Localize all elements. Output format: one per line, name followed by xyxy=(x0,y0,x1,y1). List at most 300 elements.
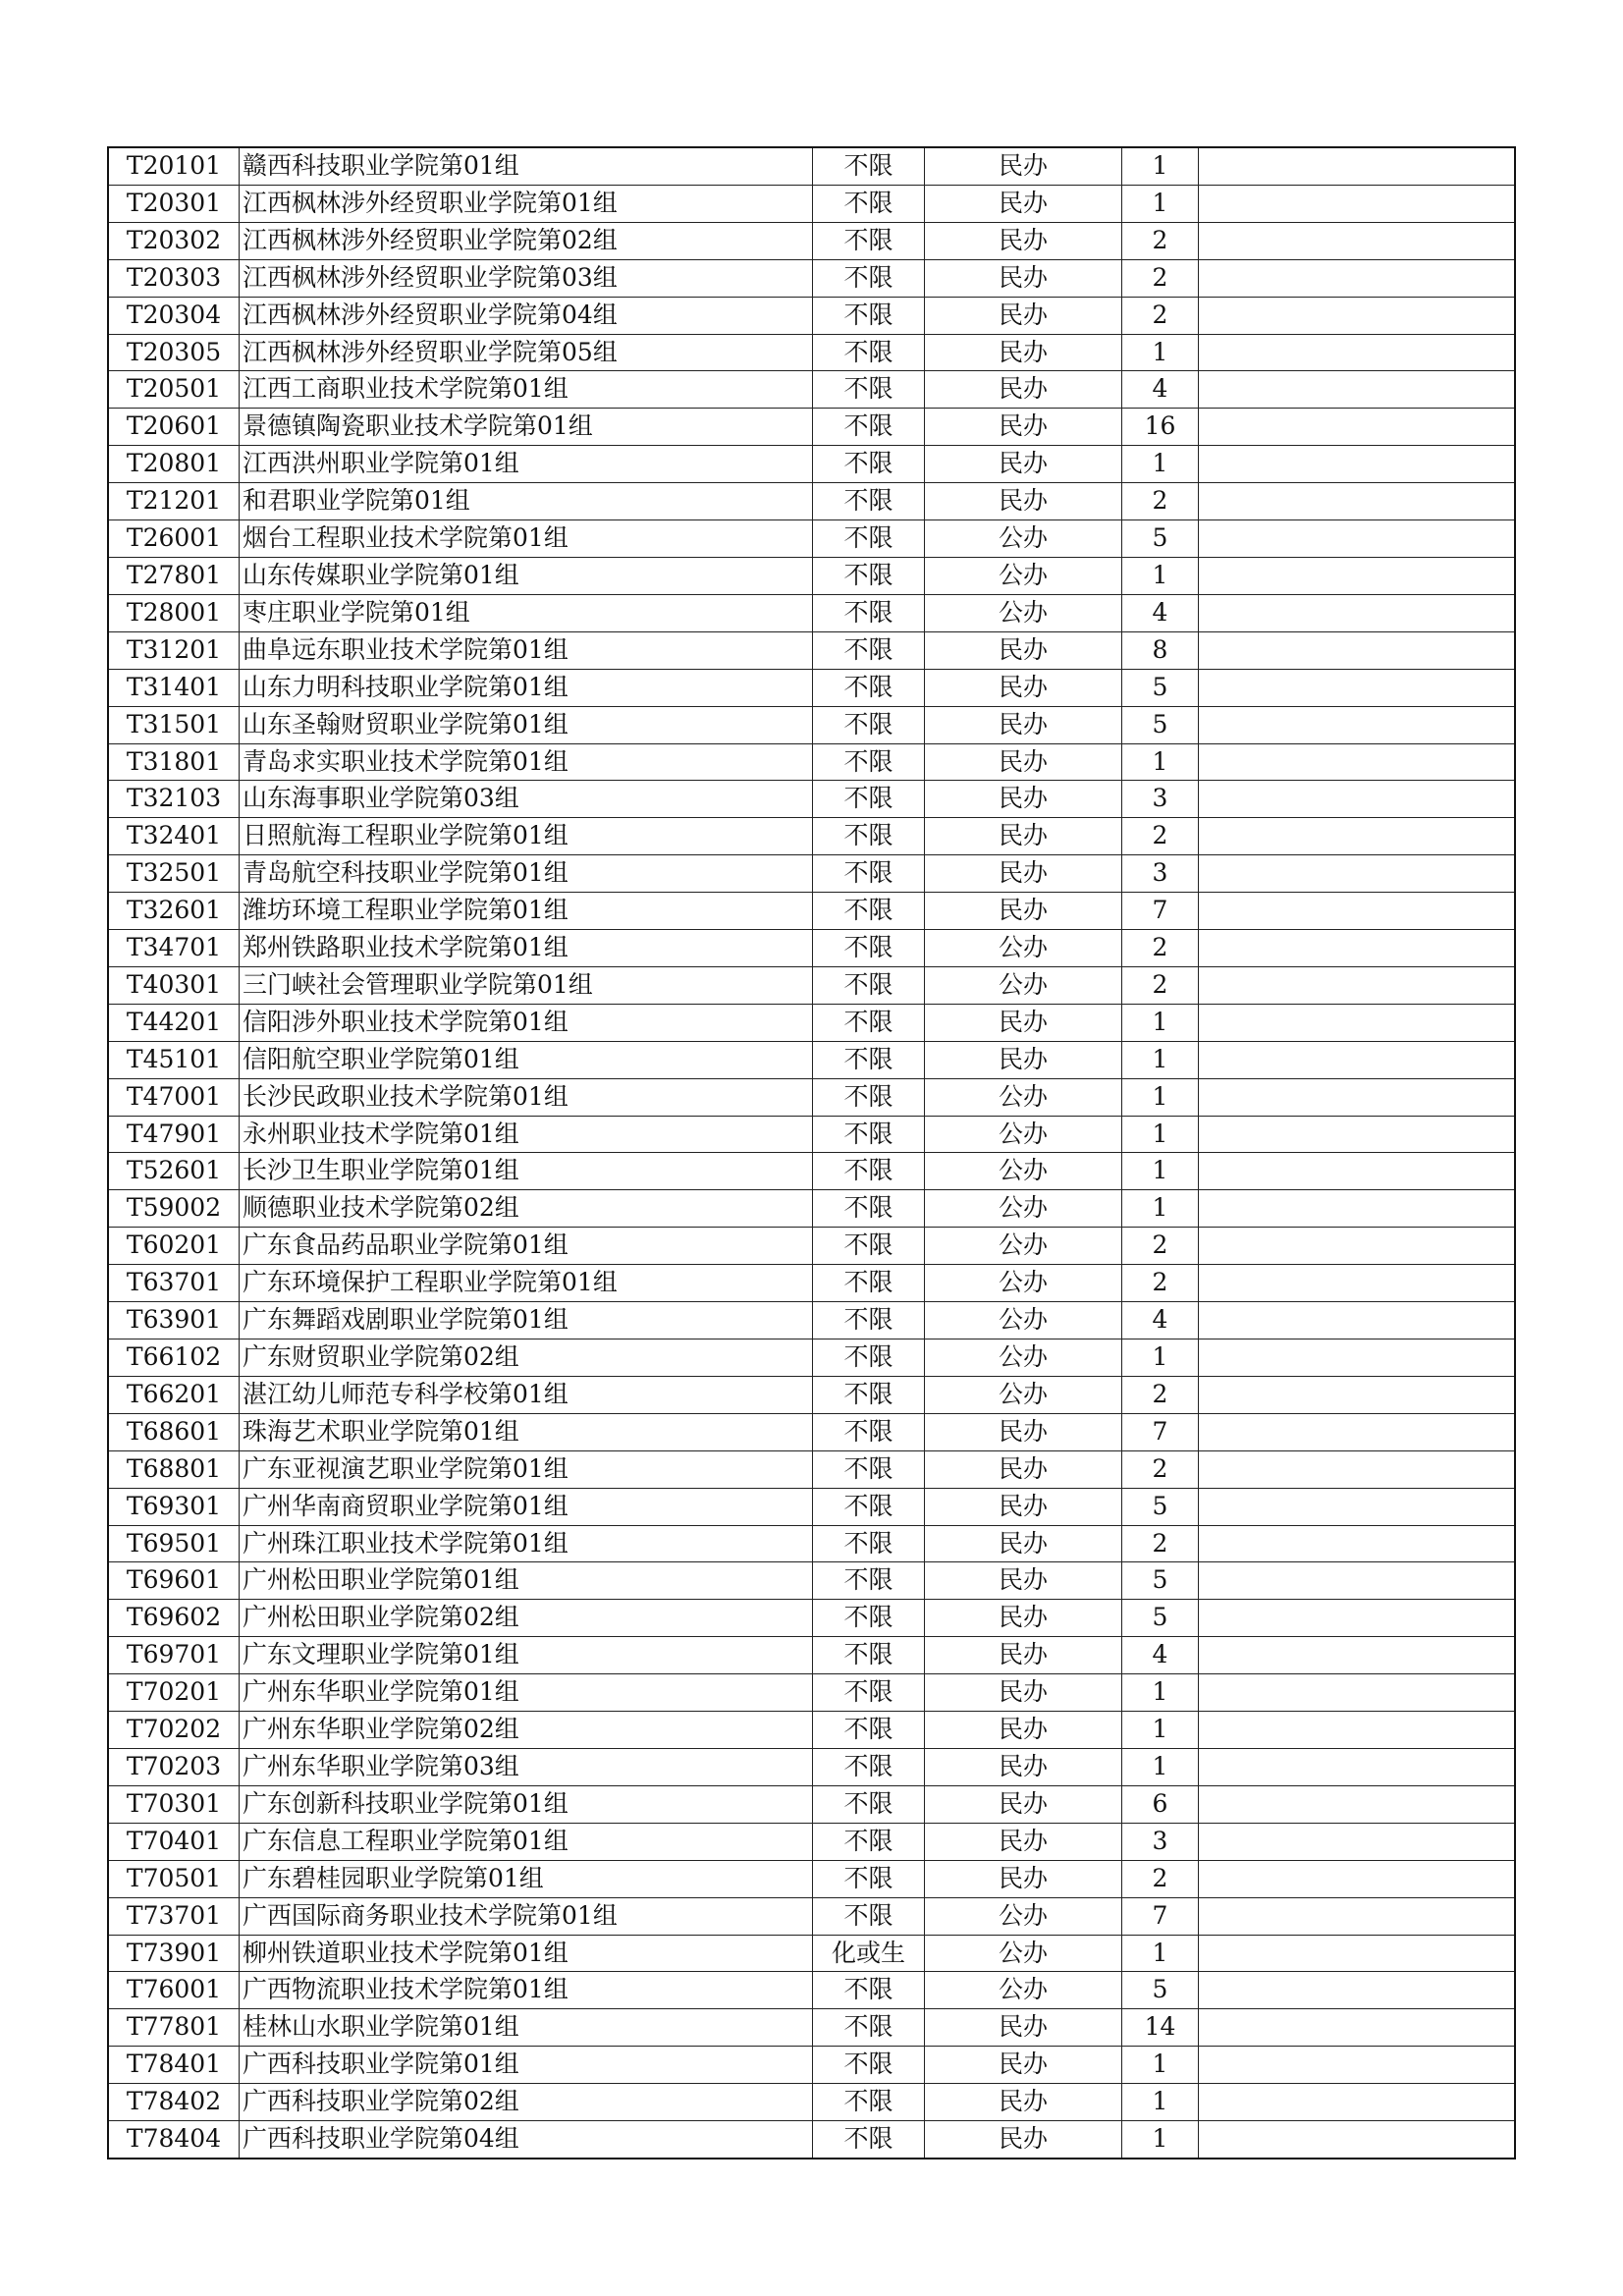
plan-count-cell: 2 xyxy=(1122,483,1199,520)
school-group-name-cell: 江西枫林涉外经贸职业学院第04组 xyxy=(240,297,813,334)
note-cell xyxy=(1199,259,1516,297)
school-type-cell: 民办 xyxy=(925,409,1122,446)
note-cell xyxy=(1199,594,1516,631)
table-row xyxy=(108,2047,1515,2084)
plan-count-cell: 2 xyxy=(1122,1860,1199,1897)
note-cell xyxy=(1199,1450,1516,1488)
table-row xyxy=(108,669,1515,706)
group-code-cell: T20601 xyxy=(108,409,240,446)
table-row xyxy=(108,1004,1515,1041)
school-type-cell: 公办 xyxy=(925,594,1122,631)
note-cell xyxy=(1199,1190,1516,1228)
note-cell xyxy=(1199,409,1516,446)
note-cell xyxy=(1199,1748,1516,1785)
school-type-cell: 民办 xyxy=(925,893,1122,930)
group-code-cell: T21201 xyxy=(108,483,240,520)
table-row xyxy=(108,930,1515,967)
school-type-cell: 民办 xyxy=(925,222,1122,259)
school-group-name-cell: 广州珠江职业技术学院第01组 xyxy=(240,1525,813,1562)
table-row xyxy=(108,1785,1515,1823)
plan-count-cell: 3 xyxy=(1122,855,1199,893)
plan-count-cell: 7 xyxy=(1122,1413,1199,1450)
school-type-cell: 民办 xyxy=(925,297,1122,334)
school-type-cell: 民办 xyxy=(925,259,1122,297)
table-row xyxy=(108,185,1515,222)
note-cell xyxy=(1199,446,1516,483)
table-row xyxy=(108,1116,1515,1153)
subject-requirement-cell: 不限 xyxy=(813,1153,925,1190)
group-code-cell: T26001 xyxy=(108,520,240,558)
school-type-cell: 公办 xyxy=(925,1935,1122,1972)
plan-count-cell: 4 xyxy=(1122,1302,1199,1339)
plan-count-cell: 5 xyxy=(1122,1488,1199,1525)
school-type-cell: 民办 xyxy=(925,2084,1122,2121)
subject-requirement-cell: 不限 xyxy=(813,520,925,558)
note-cell xyxy=(1199,855,1516,893)
group-code-cell: T73901 xyxy=(108,1935,240,1972)
plan-count-cell: 7 xyxy=(1122,893,1199,930)
school-group-name-cell: 江西枫林涉外经贸职业学院第05组 xyxy=(240,334,813,371)
school-type-cell: 公办 xyxy=(925,557,1122,594)
plan-count-cell: 6 xyxy=(1122,1785,1199,1823)
school-group-name-cell: 青岛航空科技职业学院第01组 xyxy=(240,855,813,893)
school-type-cell: 公办 xyxy=(925,1376,1122,1413)
table-row xyxy=(108,297,1515,334)
group-code-cell: T69501 xyxy=(108,1525,240,1562)
school-group-name-cell: 珠海艺术职业学院第01组 xyxy=(240,1413,813,1450)
plan-count-cell: 1 xyxy=(1122,1041,1199,1078)
group-code-cell: T20801 xyxy=(108,446,240,483)
school-group-name-cell: 湛江幼儿师范专科学校第01组 xyxy=(240,1376,813,1413)
table-row xyxy=(108,631,1515,669)
group-code-cell: T31401 xyxy=(108,669,240,706)
group-code-cell: T69701 xyxy=(108,1637,240,1674)
subject-requirement-cell: 不限 xyxy=(813,409,925,446)
plan-count-cell: 2 xyxy=(1122,1525,1199,1562)
plan-count-cell: 2 xyxy=(1122,1376,1199,1413)
plan-count-cell: 2 xyxy=(1122,930,1199,967)
subject-requirement-cell: 不限 xyxy=(813,594,925,631)
school-group-name-cell: 山东传媒职业学院第01组 xyxy=(240,557,813,594)
note-cell xyxy=(1199,781,1516,818)
table-row xyxy=(108,1562,1515,1600)
note-cell xyxy=(1199,1265,1516,1302)
school-group-name-cell: 潍坊环境工程职业学院第01组 xyxy=(240,893,813,930)
subject-requirement-cell: 不限 xyxy=(813,2084,925,2121)
school-type-cell: 民办 xyxy=(925,2009,1122,2047)
school-group-name-cell: 信阳涉外职业技术学院第01组 xyxy=(240,1004,813,1041)
note-cell xyxy=(1199,1712,1516,1749)
note-cell xyxy=(1199,930,1516,967)
note-cell xyxy=(1199,1041,1516,1078)
subject-requirement-cell: 不限 xyxy=(813,1712,925,1749)
school-type-cell: 民办 xyxy=(925,1823,1122,1860)
group-code-cell: T45101 xyxy=(108,1041,240,1078)
subject-requirement-cell: 不限 xyxy=(813,1376,925,1413)
school-type-cell: 民办 xyxy=(925,1525,1122,1562)
group-code-cell: T20303 xyxy=(108,259,240,297)
plan-count-cell: 5 xyxy=(1122,1600,1199,1637)
table-row xyxy=(108,1302,1515,1339)
school-group-name-cell: 青岛求实职业技术学院第01组 xyxy=(240,743,813,781)
school-group-name-cell: 广东碧桂园职业学院第01组 xyxy=(240,1860,813,1897)
table-row xyxy=(108,1413,1515,1450)
subject-requirement-cell: 化或生 xyxy=(813,1935,925,1972)
note-cell xyxy=(1199,1674,1516,1712)
plan-count-cell: 1 xyxy=(1122,2047,1199,2084)
note-cell xyxy=(1199,2084,1516,2121)
table-row xyxy=(108,557,1515,594)
group-code-cell: T20101 xyxy=(108,147,240,185)
table-row xyxy=(108,2084,1515,2121)
school-type-cell: 民办 xyxy=(925,631,1122,669)
school-group-name-cell: 广州松田职业学院第01组 xyxy=(240,1562,813,1600)
group-code-cell: T32601 xyxy=(108,893,240,930)
subject-requirement-cell: 不限 xyxy=(813,2009,925,2047)
subject-requirement-cell: 不限 xyxy=(813,781,925,818)
plan-count-cell: 1 xyxy=(1122,185,1199,222)
table-row xyxy=(108,1376,1515,1413)
plan-count-cell: 1 xyxy=(1122,147,1199,185)
school-group-name-cell: 长沙卫生职业学院第01组 xyxy=(240,1153,813,1190)
plan-count-cell: 2 xyxy=(1122,966,1199,1004)
note-cell xyxy=(1199,1228,1516,1265)
school-type-cell: 民办 xyxy=(925,1748,1122,1785)
table-row xyxy=(108,1823,1515,1860)
plan-count-cell: 4 xyxy=(1122,1637,1199,1674)
school-type-cell: 民办 xyxy=(925,185,1122,222)
school-type-cell: 公办 xyxy=(925,1897,1122,1935)
note-cell xyxy=(1199,1637,1516,1674)
subject-requirement-cell: 不限 xyxy=(813,2121,925,2159)
table-row xyxy=(108,446,1515,483)
note-cell xyxy=(1199,2047,1516,2084)
subject-requirement-cell: 不限 xyxy=(813,1116,925,1153)
table-row xyxy=(108,781,1515,818)
note-cell xyxy=(1199,1302,1516,1339)
table-row xyxy=(108,743,1515,781)
school-group-name-cell: 广西科技职业学院第02组 xyxy=(240,2084,813,2121)
table-body xyxy=(108,147,1515,2159)
plan-count-cell: 2 xyxy=(1122,1450,1199,1488)
school-group-name-cell: 江西洪州职业学院第01组 xyxy=(240,446,813,483)
group-code-cell: T76001 xyxy=(108,1972,240,2009)
group-code-cell: T20304 xyxy=(108,297,240,334)
group-code-cell: T68801 xyxy=(108,1450,240,1488)
table-row xyxy=(108,520,1515,558)
subject-requirement-cell: 不限 xyxy=(813,297,925,334)
note-cell xyxy=(1199,557,1516,594)
school-type-cell: 民办 xyxy=(925,147,1122,185)
note-cell xyxy=(1199,2009,1516,2047)
school-group-name-cell: 郑州铁路职业技术学院第01组 xyxy=(240,930,813,967)
school-type-cell: 民办 xyxy=(925,1488,1122,1525)
note-cell xyxy=(1199,1860,1516,1897)
school-group-name-cell: 江西枫林涉外经贸职业学院第01组 xyxy=(240,185,813,222)
plan-count-cell: 5 xyxy=(1122,1972,1199,2009)
note-cell xyxy=(1199,297,1516,334)
note-cell xyxy=(1199,966,1516,1004)
note-cell xyxy=(1199,1116,1516,1153)
plan-count-cell: 5 xyxy=(1122,706,1199,743)
note-cell xyxy=(1199,1153,1516,1190)
subject-requirement-cell: 不限 xyxy=(813,557,925,594)
school-type-cell: 民办 xyxy=(925,483,1122,520)
table-row xyxy=(108,1897,1515,1935)
note-cell xyxy=(1199,334,1516,371)
note-cell xyxy=(1199,743,1516,781)
subject-requirement-cell: 不限 xyxy=(813,855,925,893)
note-cell xyxy=(1199,1078,1516,1116)
school-type-cell: 民办 xyxy=(925,855,1122,893)
school-group-name-cell: 曲阜远东职业技术学院第01组 xyxy=(240,631,813,669)
school-group-name-cell: 山东圣翰财贸职业学院第01组 xyxy=(240,706,813,743)
school-type-cell: 民办 xyxy=(925,1674,1122,1712)
table-row xyxy=(108,1190,1515,1228)
subject-requirement-cell: 不限 xyxy=(813,631,925,669)
subject-requirement-cell: 不限 xyxy=(813,1004,925,1041)
school-group-name-cell: 广州松田职业学院第02组 xyxy=(240,1600,813,1637)
group-code-cell: T68601 xyxy=(108,1413,240,1450)
school-group-name-cell: 信阳航空职业学院第01组 xyxy=(240,1041,813,1078)
plan-count-cell: 2 xyxy=(1122,222,1199,259)
plan-count-cell: 1 xyxy=(1122,334,1199,371)
note-cell xyxy=(1199,1376,1516,1413)
subject-requirement-cell: 不限 xyxy=(813,1897,925,1935)
school-group-name-cell: 顺德职业技术学院第02组 xyxy=(240,1190,813,1228)
table-row xyxy=(108,706,1515,743)
school-type-cell: 民办 xyxy=(925,1785,1122,1823)
school-type-cell: 公办 xyxy=(925,966,1122,1004)
plan-count-cell: 3 xyxy=(1122,781,1199,818)
school-type-cell: 公办 xyxy=(925,1972,1122,2009)
group-code-cell: T60201 xyxy=(108,1228,240,1265)
school-group-name-cell: 山东海事职业学院第03组 xyxy=(240,781,813,818)
group-code-cell: T70202 xyxy=(108,1712,240,1749)
table-row xyxy=(108,1972,1515,2009)
group-code-cell: T66201 xyxy=(108,1376,240,1413)
school-group-name-cell: 赣西科技职业学院第01组 xyxy=(240,147,813,185)
subject-requirement-cell: 不限 xyxy=(813,446,925,483)
subject-requirement-cell: 不限 xyxy=(813,2047,925,2084)
school-group-name-cell: 广东创新科技职业学院第01组 xyxy=(240,1785,813,1823)
table-row xyxy=(108,259,1515,297)
note-cell xyxy=(1199,371,1516,409)
school-group-name-cell: 广州东华职业学院第01组 xyxy=(240,1674,813,1712)
group-code-cell: T59002 xyxy=(108,1190,240,1228)
group-code-cell: T63901 xyxy=(108,1302,240,1339)
subject-requirement-cell: 不限 xyxy=(813,1525,925,1562)
school-group-name-cell: 广东环境保护工程职业学院第01组 xyxy=(240,1265,813,1302)
group-code-cell: T70501 xyxy=(108,1860,240,1897)
plan-count-cell: 2 xyxy=(1122,297,1199,334)
subject-requirement-cell: 不限 xyxy=(813,1600,925,1637)
group-code-cell: T32501 xyxy=(108,855,240,893)
school-type-cell: 民办 xyxy=(925,371,1122,409)
school-type-cell: 民办 xyxy=(925,669,1122,706)
table-row xyxy=(108,855,1515,893)
table-row xyxy=(108,818,1515,855)
school-type-cell: 公办 xyxy=(925,1116,1122,1153)
table-row xyxy=(108,1488,1515,1525)
group-code-cell: T78402 xyxy=(108,2084,240,2121)
school-type-cell: 民办 xyxy=(925,1600,1122,1637)
group-code-cell: T77801 xyxy=(108,2009,240,2047)
note-cell xyxy=(1199,1562,1516,1600)
note-cell xyxy=(1199,1935,1516,1972)
plan-count-cell: 2 xyxy=(1122,259,1199,297)
school-group-name-cell: 广州东华职业学院第02组 xyxy=(240,1712,813,1749)
subject-requirement-cell: 不限 xyxy=(813,371,925,409)
school-type-cell: 民办 xyxy=(925,1637,1122,1674)
plan-count-cell: 2 xyxy=(1122,818,1199,855)
table-row xyxy=(108,334,1515,371)
group-code-cell: T20501 xyxy=(108,371,240,409)
group-code-cell: T28001 xyxy=(108,594,240,631)
group-code-cell: T63701 xyxy=(108,1265,240,1302)
table-row xyxy=(108,1339,1515,1377)
plan-count-cell: 1 xyxy=(1122,1190,1199,1228)
plan-count-cell: 1 xyxy=(1122,1712,1199,1749)
table-row xyxy=(108,1637,1515,1674)
group-code-cell: T52601 xyxy=(108,1153,240,1190)
plan-count-cell: 14 xyxy=(1122,2009,1199,2047)
school-group-name-cell: 烟台工程职业技术学院第01组 xyxy=(240,520,813,558)
table-row xyxy=(108,1525,1515,1562)
subject-requirement-cell: 不限 xyxy=(813,669,925,706)
table-row xyxy=(108,1041,1515,1078)
group-code-cell: T73701 xyxy=(108,1897,240,1935)
table-row xyxy=(108,222,1515,259)
school-type-cell: 民办 xyxy=(925,1004,1122,1041)
plan-count-cell: 7 xyxy=(1122,1897,1199,1935)
school-group-name-cell: 广西科技职业学院第01组 xyxy=(240,2047,813,2084)
school-group-name-cell: 广东食品药品职业学院第01组 xyxy=(240,1228,813,1265)
table-row xyxy=(108,1153,1515,1190)
subject-requirement-cell: 不限 xyxy=(813,483,925,520)
note-cell xyxy=(1199,483,1516,520)
school-type-cell: 民办 xyxy=(925,2121,1122,2159)
school-group-name-cell: 广东亚视演艺职业学院第01组 xyxy=(240,1450,813,1488)
subject-requirement-cell: 不限 xyxy=(813,1041,925,1078)
table-row xyxy=(108,371,1515,409)
group-code-cell: T32103 xyxy=(108,781,240,818)
note-cell xyxy=(1199,1600,1516,1637)
school-type-cell: 民办 xyxy=(925,1860,1122,1897)
subject-requirement-cell: 不限 xyxy=(813,259,925,297)
plan-count-cell: 1 xyxy=(1122,2084,1199,2121)
plan-count-cell: 1 xyxy=(1122,1116,1199,1153)
school-group-name-cell: 景德镇陶瓷职业技术学院第01组 xyxy=(240,409,813,446)
table-row xyxy=(108,1674,1515,1712)
plan-count-cell: 1 xyxy=(1122,557,1199,594)
subject-requirement-cell: 不限 xyxy=(813,1637,925,1674)
school-type-cell: 公办 xyxy=(925,1302,1122,1339)
group-code-cell: T31501 xyxy=(108,706,240,743)
school-group-name-cell: 广东文理职业学院第01组 xyxy=(240,1637,813,1674)
subject-requirement-cell: 不限 xyxy=(813,930,925,967)
table-row xyxy=(108,1265,1515,1302)
subject-requirement-cell: 不限 xyxy=(813,185,925,222)
plan-count-cell: 3 xyxy=(1122,1823,1199,1860)
note-cell xyxy=(1199,1413,1516,1450)
table-row xyxy=(108,1228,1515,1265)
group-code-cell: T27801 xyxy=(108,557,240,594)
school-group-name-cell: 山东力明科技职业学院第01组 xyxy=(240,669,813,706)
plan-count-cell: 16 xyxy=(1122,409,1199,446)
subject-requirement-cell: 不限 xyxy=(813,1339,925,1377)
note-cell xyxy=(1199,2121,1516,2159)
plan-count-cell: 1 xyxy=(1122,2121,1199,2159)
group-code-cell: T69602 xyxy=(108,1600,240,1637)
plan-count-cell: 1 xyxy=(1122,1004,1199,1041)
subject-requirement-cell: 不限 xyxy=(813,1265,925,1302)
subject-requirement-cell: 不限 xyxy=(813,147,925,185)
note-cell xyxy=(1199,1525,1516,1562)
plan-count-cell: 1 xyxy=(1122,1748,1199,1785)
subject-requirement-cell: 不限 xyxy=(813,706,925,743)
table-row xyxy=(108,409,1515,446)
school-type-cell: 公办 xyxy=(925,1339,1122,1377)
school-type-cell: 民办 xyxy=(925,1712,1122,1749)
school-type-cell: 民办 xyxy=(925,446,1122,483)
table-row xyxy=(108,966,1515,1004)
school-group-name-cell: 广东财贸职业学院第02组 xyxy=(240,1339,813,1377)
school-group-name-cell: 柳州铁道职业技术学院第01组 xyxy=(240,1935,813,1972)
school-group-name-cell: 广东舞蹈戏剧职业学院第01组 xyxy=(240,1302,813,1339)
note-cell xyxy=(1199,185,1516,222)
group-code-cell: T69601 xyxy=(108,1562,240,1600)
note-cell xyxy=(1199,893,1516,930)
table-row xyxy=(108,1935,1515,1972)
note-cell xyxy=(1199,631,1516,669)
school-group-name-cell: 广东信息工程职业学院第01组 xyxy=(240,1823,813,1860)
note-cell xyxy=(1199,520,1516,558)
group-code-cell: T47901 xyxy=(108,1116,240,1153)
school-type-cell: 民办 xyxy=(925,1041,1122,1078)
school-type-cell: 公办 xyxy=(925,1190,1122,1228)
table-row xyxy=(108,2121,1515,2159)
table-row xyxy=(108,2009,1515,2047)
group-code-cell: T40301 xyxy=(108,966,240,1004)
subject-requirement-cell: 不限 xyxy=(813,1302,925,1339)
school-type-cell: 民办 xyxy=(925,2047,1122,2084)
group-code-cell: T70201 xyxy=(108,1674,240,1712)
group-code-cell: T20305 xyxy=(108,334,240,371)
school-type-cell: 民办 xyxy=(925,743,1122,781)
school-type-cell: 公办 xyxy=(925,1078,1122,1116)
subject-requirement-cell: 不限 xyxy=(813,1674,925,1712)
group-code-cell: T78404 xyxy=(108,2121,240,2159)
note-cell xyxy=(1199,147,1516,185)
school-type-cell: 民办 xyxy=(925,706,1122,743)
group-code-cell: T34701 xyxy=(108,930,240,967)
plan-count-cell: 4 xyxy=(1122,371,1199,409)
plan-count-cell: 1 xyxy=(1122,446,1199,483)
school-type-cell: 民办 xyxy=(925,1413,1122,1450)
plan-count-cell: 2 xyxy=(1122,1265,1199,1302)
subject-requirement-cell: 不限 xyxy=(813,818,925,855)
school-group-name-cell: 长沙民政职业技术学院第01组 xyxy=(240,1078,813,1116)
school-group-name-cell: 桂林山水职业学院第01组 xyxy=(240,2009,813,2047)
subject-requirement-cell: 不限 xyxy=(813,1860,925,1897)
note-cell xyxy=(1199,1823,1516,1860)
subject-requirement-cell: 不限 xyxy=(813,1413,925,1450)
school-type-cell: 公办 xyxy=(925,1153,1122,1190)
school-group-name-cell: 广西国际商务职业技术学院第01组 xyxy=(240,1897,813,1935)
group-code-cell: T31201 xyxy=(108,631,240,669)
plan-count-cell: 1 xyxy=(1122,1339,1199,1377)
